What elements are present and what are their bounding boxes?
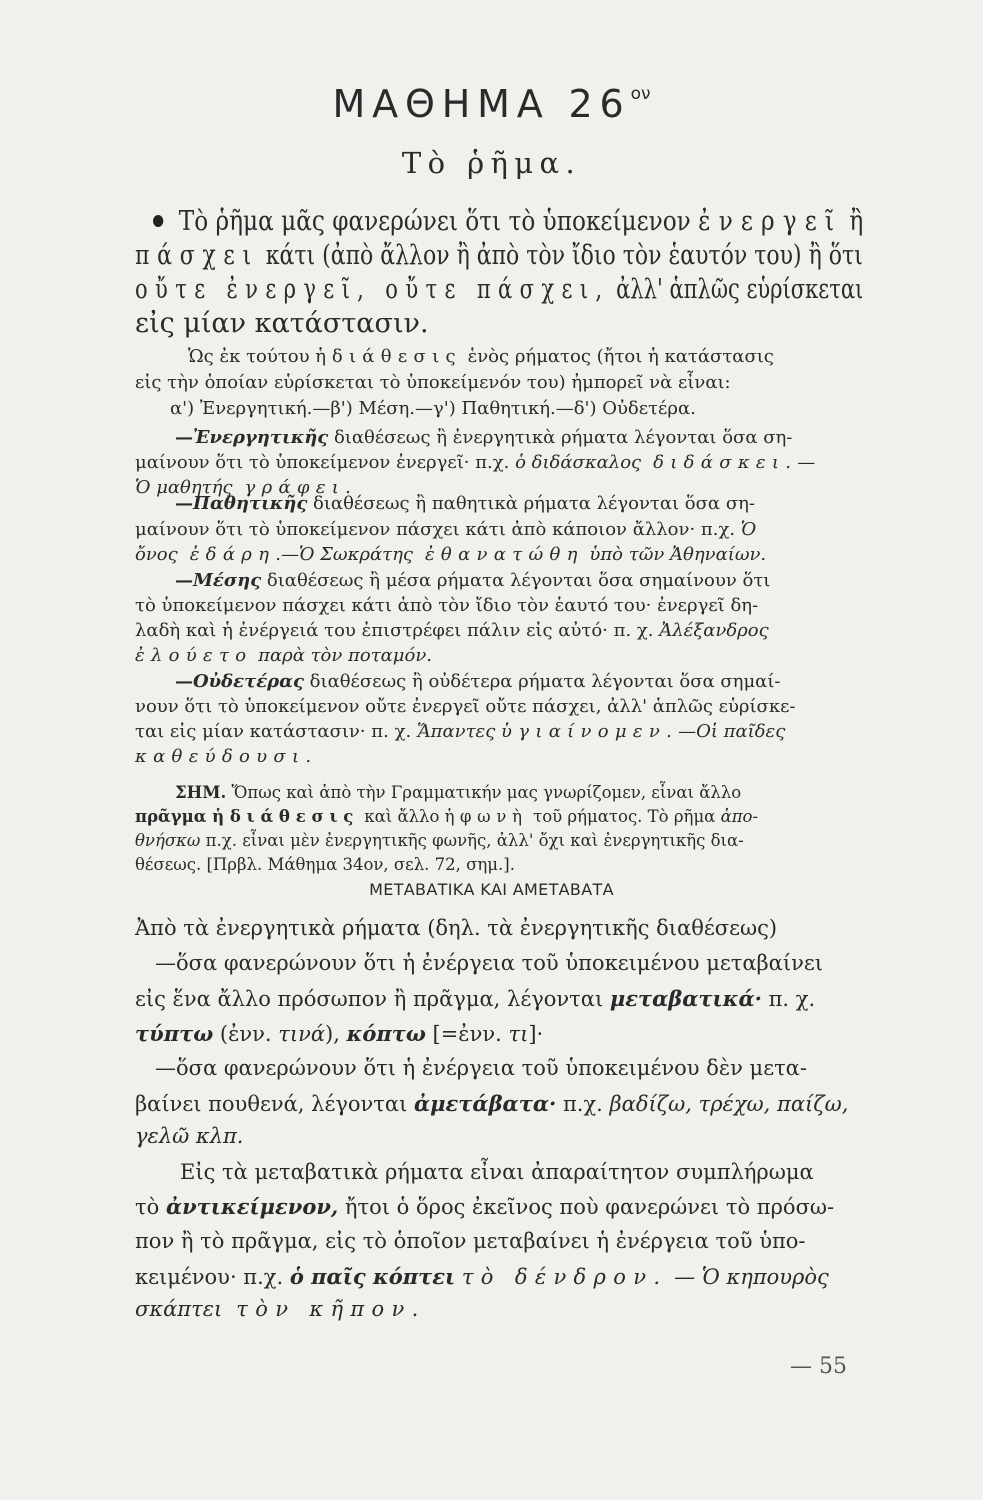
intro-line-2: πάσχει κάτι (ἀπὸ ἄλλον ἢ ἀπὸ τὸν ἴδιο τὸν ἑαυτόν του) ἢ ὅτι: [135, 240, 863, 271]
note-line-2: πρᾶγμα ἡ διάθεσις καὶ ἄλλο ἡ φωνὴ τοῦ ρήματος. Τὸ ρῆμα ἀπο-: [135, 807, 759, 826]
oudetera-line-3: ται εἰς μίαν κατάστασιν· π. χ. Ἅπαντες ὑγιαίνομεν.—Οἱ παῖδες: [135, 721, 786, 742]
energetiki-line-1: —Ἐνεργητικῆς διαθέσεως ἢ ἐνεργητικὰ ρήματα λέγονται ὅσα ση-: [175, 427, 793, 448]
mesi-line-2: τὸ ὑποκείμενον πάσχει κάτι ἀπὸ τὸν ἴδιο τὸν ἑαυτό του· ἐνεργεῖ δη-: [135, 595, 759, 616]
note-line-1: ΣΗΜ. Ὅπως καὶ ἀπὸ τὴν Γραμματικήν μας γνωρίζομεν, εἶναι ἄλλο: [175, 783, 742, 802]
intro-line-3: οὔτε ἐνεργεῖ, οὔτε πάσχει, ἀλλ' ἁπλῶς εὑρίσκεται: [135, 274, 864, 305]
oudetera-line-2: νουν ὅτι τὸ ὑποκείμενον οὔτε ἐνεργεῖ οὔτε πάσχει, ἀλλ' ἁπλῶς εὑρίσκε-: [135, 696, 796, 717]
antikeimeno-line-1: Εἰς τὰ μεταβατικὰ ρήματα εἶναι ἀπαραίτητον συμπλήρωμα: [180, 1160, 814, 1184]
antikeimeno-line-3: πον ἢ τὸ πρᾶγμα, εἰς τὸ ὁποῖον μεταβαίνει ἡ ἐνέργεια τοῦ ὑπο-: [135, 1229, 806, 1253]
metabatika-line-7: γελῶ κλπ.: [135, 1124, 244, 1148]
diathesis-line-2: εἰς τὴν ὁποίαν εὑρίσκεται τὸ ὑποκείμενόν του) ἠμπορεῖ νὰ εἶναι:: [135, 372, 731, 393]
mesi-line-4: ἐλούετο παρὰ τὸν ποταμόν.: [135, 645, 433, 666]
mesi-line-3: λαδὴ καὶ ἡ ἐνέργειά του ἐπιστρέφει πάλιν εἰς αὐτό· π. χ. Ἀλέξανδρος: [135, 620, 769, 641]
title-superscript: ον: [630, 84, 651, 104]
pathitiki-line-3: ὄνος ἐδάρη.—Ὁ Σωκράτης ἐθανατώθη ὑπὸ τῶν Ἀθηναίων.: [135, 544, 767, 565]
diathesis-line-1: Ὡς ἐκ τούτου ἡ διάθεσις ἑνὸς ρήματος (ἤτοι ἡ κατάστασις: [188, 346, 774, 367]
antikeimeno-line-4: κειμένου· π.χ. ὁ παῖς κόπτει τὸ δένδρον. — Ὁ κηπουρὸς: [135, 1264, 829, 1289]
energetiki-line-2: μαίνουν ὅτι τὸ ὑποκείμενον ἐνεργεῖ· π.χ. ὁ διδάσκαλος διδάσκει.—: [135, 452, 822, 473]
oudetera-line-4: καθεύδουσι.: [135, 746, 318, 767]
page-subtitle: Τὸ ῥῆμα.: [401, 146, 582, 180]
page-title: [0, 82, 983, 126]
diathesis-line-3: α') Ἐνεργητική.—β') Μέση.—γ') Παθητική.—δ') Οὐδετέρα.: [170, 398, 696, 419]
intro-line-4: εἰς μίαν κατάστασιν.: [135, 308, 429, 339]
antikeimeno-line-5: σκάπτει τὸν κῆπον.: [135, 1297, 426, 1321]
note-line-4: θέσεως. [Πρβλ. Μάθημα 34ον, σελ. 72, σημ.].: [135, 855, 515, 874]
note-line-3: θνήσκω π.χ. εἶναι μὲν ἐνεργητικῆς φωνῆς, ἀλλ' ὄχι καὶ ἐνεργητικῆς δια-: [135, 831, 744, 850]
section-heading: ΜΕΤΑΒΑΤΙΚΑ ΚΑΙ ΑΜΕΤΑΒΑΤΑ: [369, 880, 614, 899]
pathitiki-line-2: μαίνουν ὅτι τὸ ὑποκείμενον πάσχει κάτι ἀπὸ κάποιον ἄλλον· π.χ. Ὁ: [135, 519, 757, 540]
metabatika-line-2: —ὅσα φανερώνουν ὅτι ἡ ἐνέργεια τοῦ ὑποκειμένου μεταβαίνει: [155, 951, 823, 975]
pathitiki-line-1: —Παθητικῆς διαθέσεως ἢ παθητικὰ ρήματα λέγονται ὅσα ση-: [175, 493, 755, 514]
bullet-icon: [153, 215, 163, 227]
metabatika-line-5: —ὅσα φανερώνουν ὅτι ἡ ἐνέργεια τοῦ ὑποκειμένου δὲν μετα-: [155, 1056, 807, 1080]
energetiki-line-3: Ὁ μαθητής γράφει.: [135, 477, 358, 498]
metabatika-line-4: τύπτω (ἐνν. τινά), κόπτω [=ἐνν. τι]·: [135, 1021, 544, 1046]
intro-line-1: Τὸ ῥῆμα μᾶς φανερώνει ὅτι τὸ ὑποκείμενον ἐνεργεῖ ἢ: [153, 206, 863, 237]
page-number: — 55: [790, 1354, 847, 1379]
metabatika-line-3: εἰς ἕνα ἄλλο πρόσωπον ἢ πρᾶγμα, λέγονται μεταβατικά· π. χ.: [135, 986, 816, 1011]
mesi-line-1: —Μέσης διαθέσεως ἢ μέσα ρήματα λέγονται ὅσα σημαίνουν ὅτι: [175, 570, 771, 591]
metabatika-line-6: βαίνει πουθενά, λέγονται ἀμετάβατα· π.χ. βαδίζω, τρέχω, παίζω,: [135, 1091, 849, 1116]
antikeimeno-line-2: τὸ ἀντικείμενον, ἤτοι ὁ ὅρος ἐκεῖνος ποὺ φανερώνει τὸ πρόσω-: [135, 1194, 835, 1219]
metabatika-line-1: Ἀπὸ τὰ ἐνεργητικὰ ρήματα (δηλ. τὰ ἐνεργητικῆς διαθέσεως): [135, 916, 778, 940]
oudetera-line-1: —Οὐδετέρας διαθέσεως ἢ οὐδέτερα ρήματα λέγονται ὅσα σημαί-: [175, 671, 781, 692]
title-text: ΜΑΘΗΜΑ 26: [332, 82, 631, 126]
